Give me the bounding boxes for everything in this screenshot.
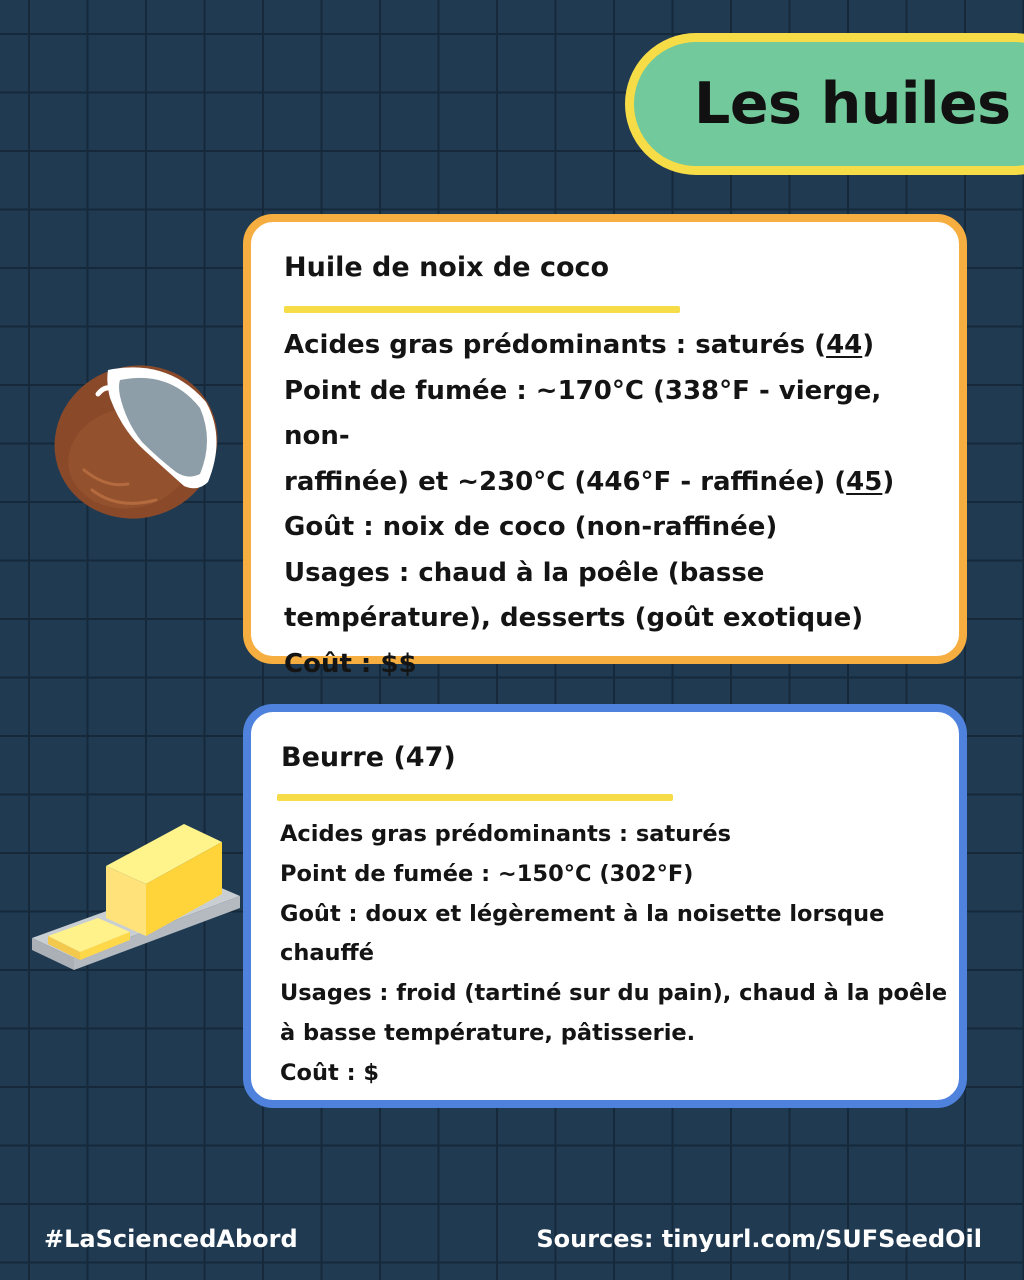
- card-body: [280, 815, 960, 1094]
- usage-line-cont: à basse température, pâtisserie.: [280, 1019, 696, 1046]
- taste-line: Goût : doux et légèrement à la noisette lorsque: [280, 900, 885, 927]
- usage-line: Usages : froid (tartiné sur du pain), chaud à la poêle: [280, 980, 948, 1007]
- smoke-point-close: ): [882, 466, 895, 497]
- smoke-point-text: raffinée) et ~230°C (446°F - raffinée) (: [284, 466, 847, 497]
- card-body: [284, 323, 944, 687]
- fatty-acids-close: ): [862, 330, 875, 360]
- card-title: Beurre (47): [281, 742, 456, 773]
- sources-link[interactable]: Sources: tinyurl.com/SUFSeedOil: [536, 1225, 982, 1253]
- reference-link-45[interactable]: 45: [846, 466, 883, 497]
- card-title: Huile de noix de coco: [284, 252, 610, 283]
- fatty-acids-line: Acides gras prédominants : saturés: [280, 821, 731, 847]
- coconut-illustration: [48, 350, 226, 522]
- fatty-acids-text: Acides gras prédominants : saturés (: [284, 330, 827, 360]
- cost-line: Coût : $: [280, 1059, 380, 1086]
- cost-line: Coût : $$: [284, 648, 417, 679]
- smoke-point-line: Point de fumée : ~170°C (338°F - vierge, non-: [284, 375, 882, 451]
- title-underline: [277, 794, 673, 801]
- usage-line: Usages : chaud à la poêle (basse: [284, 557, 765, 588]
- butter-card: [243, 704, 967, 1108]
- fatty-acids-line: [284, 323, 944, 369]
- usage-line-cont: température), desserts (goût exotique): [284, 603, 864, 633]
- smoke-point-line: Point de fumée : ~150°C (302°F): [280, 860, 694, 887]
- hashtag: #LaSciencedAbord: [44, 1225, 298, 1253]
- butter-illustration: [28, 818, 244, 996]
- reference-link-44[interactable]: 44: [826, 330, 863, 360]
- taste-line: Goût : noix de coco (non-raffinée): [284, 512, 778, 542]
- smoke-point-line-cont: [284, 460, 944, 506]
- taste-line-cont: chauffé: [280, 940, 375, 967]
- coconut-oil-card: [243, 214, 967, 679]
- title-underline: [284, 306, 680, 313]
- page-title: Les huiles: [694, 71, 1011, 137]
